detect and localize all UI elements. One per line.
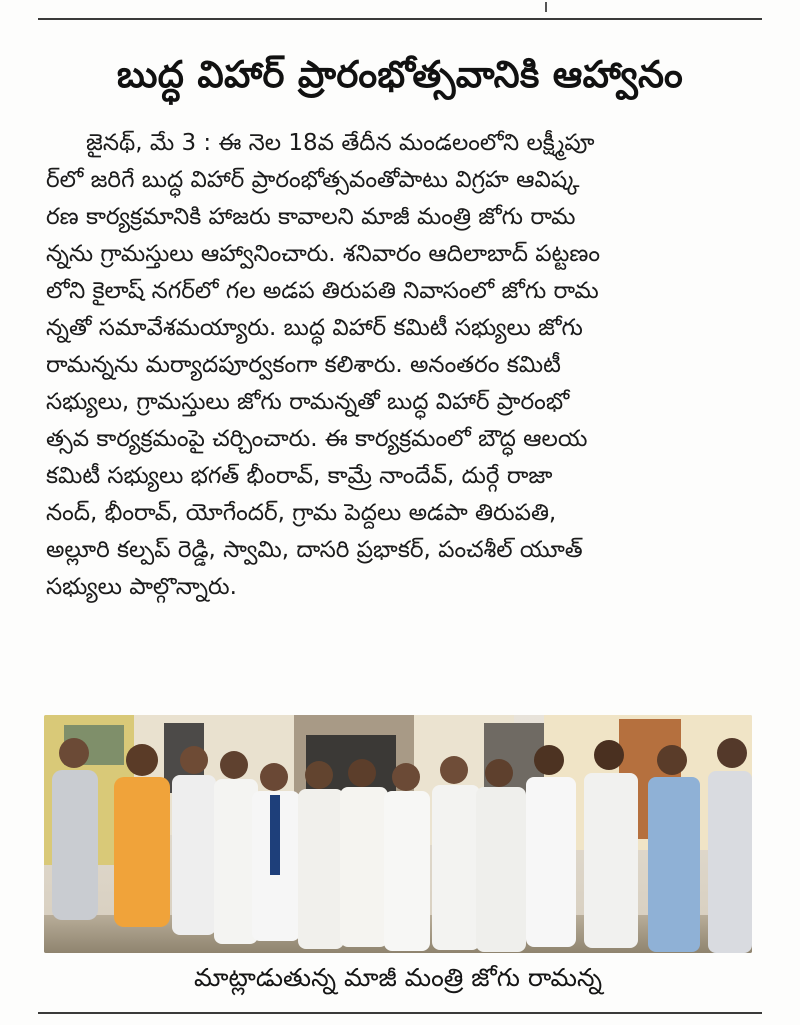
- body-line: త్సవ కార్యక్రమంపై చర్చించారు. ఈ కార్యక్రమంలో బౌద్ధ ఆలయ: [46, 426, 588, 452]
- body-line: సభ్యులు పాల్గొన్నారు.: [46, 574, 237, 600]
- body-line: రామన్నను మర్యాదపూర్వకంగా కలిశారు. అనంతరం కమిటీ: [46, 352, 561, 378]
- top-tick-mark: [545, 2, 547, 12]
- body-line: న్నను గ్రామస్తులు ఆహ్వానించారు. శనివారం ఆదిలాబాద్ పట్టణం: [46, 241, 601, 267]
- body-line: నంద్, భీంరావ్, యోగేందర్, గ్రామ పెద్దలు అడపా తిరుపతి,: [46, 500, 557, 526]
- top-rule: [38, 18, 762, 20]
- body-line: రణ కార్యక్రమానికి హాజరు కావాలని మాజీ మంత్రి జోగు రామ: [46, 204, 576, 230]
- body-line: న్నతో సమావేశమయ్యారు. బుద్ధ విహార్ కమిటీ సభ్యులు జోగు: [46, 315, 583, 341]
- bottom-rule: [38, 1012, 762, 1014]
- body-line: ర్‌లో జరిగే బుద్ధ విహార్ ప్రారంభోత్సవంతోపాటు విగ్రహ ఆవిష్క: [46, 167, 580, 193]
- headline: బుద్ధ విహార్ ప్రారంభోత్సవానికి ఆహ్వానం: [116, 53, 684, 96]
- body-line: కమిటీ సభ్యులు భగత్ భీంరావ్, కామ్రే నాందేవ్, దుర్గే రాజా: [46, 463, 553, 489]
- group-photo: [44, 715, 752, 953]
- photo-caption: మాట్లాడుతున్న మాజీ మంత్రి జోగు రామన్న: [194, 963, 602, 992]
- body-line: సభ్యులు, గ్రామస్తులు జోగు రామన్నతో బుద్ధ విహార్ ప్రారంభో: [46, 389, 570, 415]
- article-body: [46, 125, 754, 606]
- body-line: జైనథ్, మే 3 : ఈ నెల 18వ తేదీన మండలంలోని లక్ష్మీపూ: [86, 130, 595, 156]
- body-line: అల్లూరి కల్పప్ రెడ్డి, స్వామి, దాసరి ప్రభాకర్, పంచశీల్ యూత్: [46, 537, 583, 563]
- body-line: లోని కైలాష్ నగర్‌లో గల అడప తిరుపతి నివాసంలో జోగు రామ: [46, 278, 599, 304]
